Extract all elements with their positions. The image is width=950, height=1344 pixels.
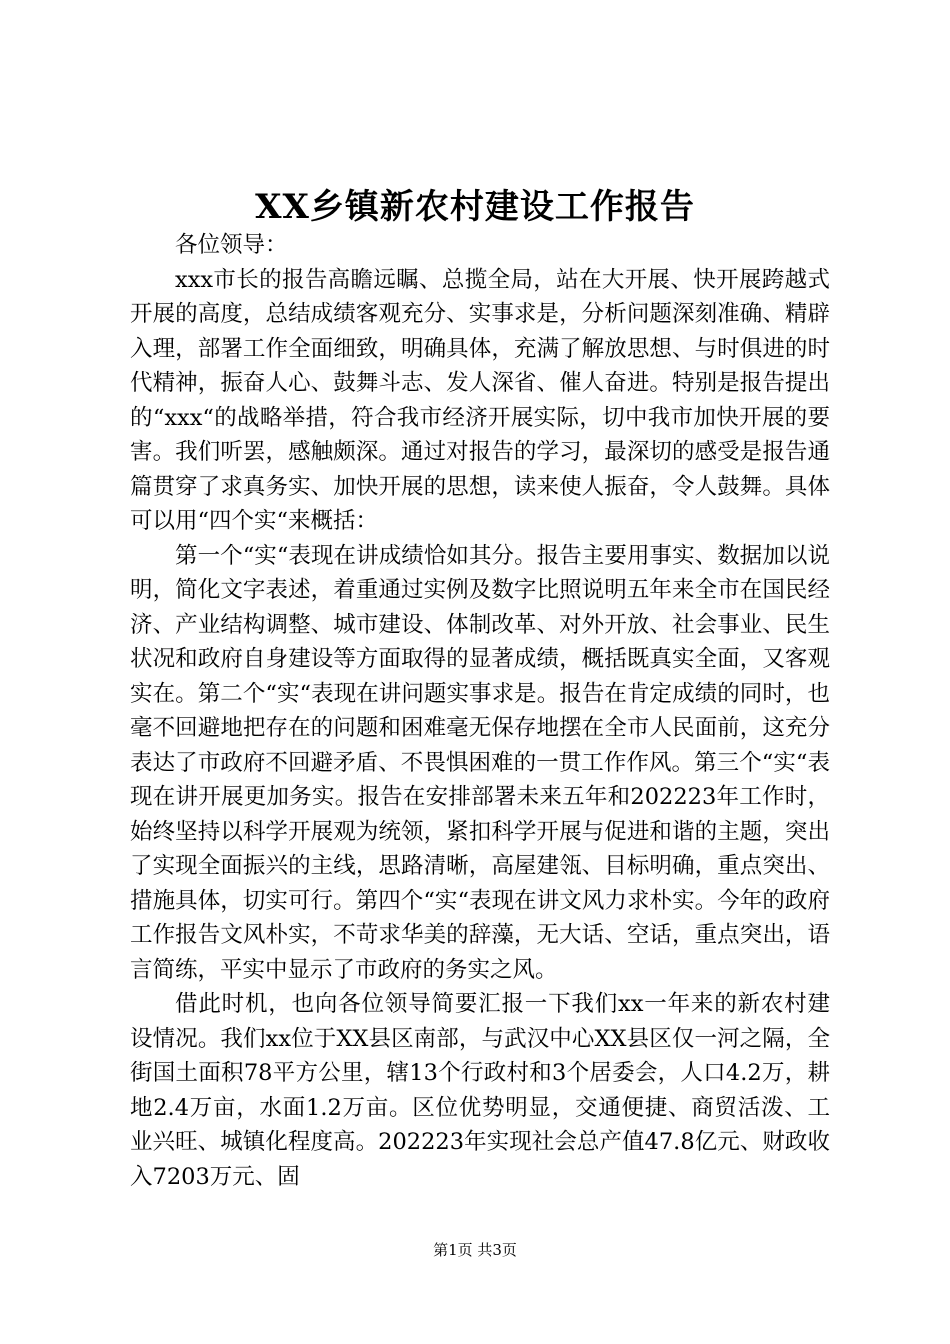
document-body xyxy=(130,228,830,1194)
paragraph-2: 第一个“实“表现在讲成绩恰如其分。报告主要用事实、数据加以说明，简化文字表述，着重通过实例及数字比照说明五年来全市在国民经济、产业结构调整、城市建设、体制改革、对外开放、社会事业、民生状况和政府自身建设等方面取得的显著成绩，概括既真实全面，又客观实在。第二个“实“表现在讲问题实事求是。报告在肯定成绩的同时，也毫不回避地把存在的问题和困难毫无保存地摆在全市人民面前，这充分表达了市政府不回避矛盾、不畏惧困难的一贯工作作风。第三个“实“表现在讲开展更加务实。报告在安排部署未来五年和202223年工作时，始终坚持以科学开展观为统领，紧扣科学开展与促进和谐的主题，突出了实现全面振兴的主线，思路清晰，高屋建瓴、目标明确，重点突出、措施具体，切实可行。第四个“实“表现在讲文风力求朴实。今年的政府工作报告文风朴实，不苛求华美的辞藻，无大话、空话，重点突出，语言简练，平实中显示了市政府的务实之风。 xyxy=(130,542,830,983)
page-footer: 第1页 共3页 xyxy=(433,1241,517,1259)
document-title: XX乡镇新农村建设工作报告 xyxy=(255,187,695,227)
salutation: 各位领导： xyxy=(175,232,288,258)
paragraph-1: xxx市长的报告高瞻远瞩、总揽全局，站在大开展、快开展跨越式开展的高度，总结成绩客观充分、实事求是，分析问题深刻准确、精辟入理，部署工作全面细致，明确具体，充满了解放思想、与时俱进的时代精神，振奋人心、鼓舞斗志、发人深省、催人奋进。特别是报告提出的“xxx“的战略举措，符合我市经济开展实际，切中我市加快开展的要害。我们听罢，感触颇深。通过对报告的学习，最深切的感受是报告通篇贯穿了求真务实、加快开展的思想，读来使人振奋，令人鼓舞。具体可以用“四个实“来概括： xyxy=(130,266,830,534)
paragraph-3: 借此时机，也向各位领导简要汇报一下我们xx一年来的新农村建设情况。我们xx位于XX县区南部，与武汉中心XX县区仅一河之隔，全街国土面积78平方公里，辖13个行政村和3个居委会，人口4.2万，耕地2.4万亩，水面1.2万亩。区位优势明显，交通便捷、商贸活泼、工业兴旺、城镇化程度高。202223年实现社会总产值47.8亿元、财政收入7203万元、固 xyxy=(130,991,830,1190)
